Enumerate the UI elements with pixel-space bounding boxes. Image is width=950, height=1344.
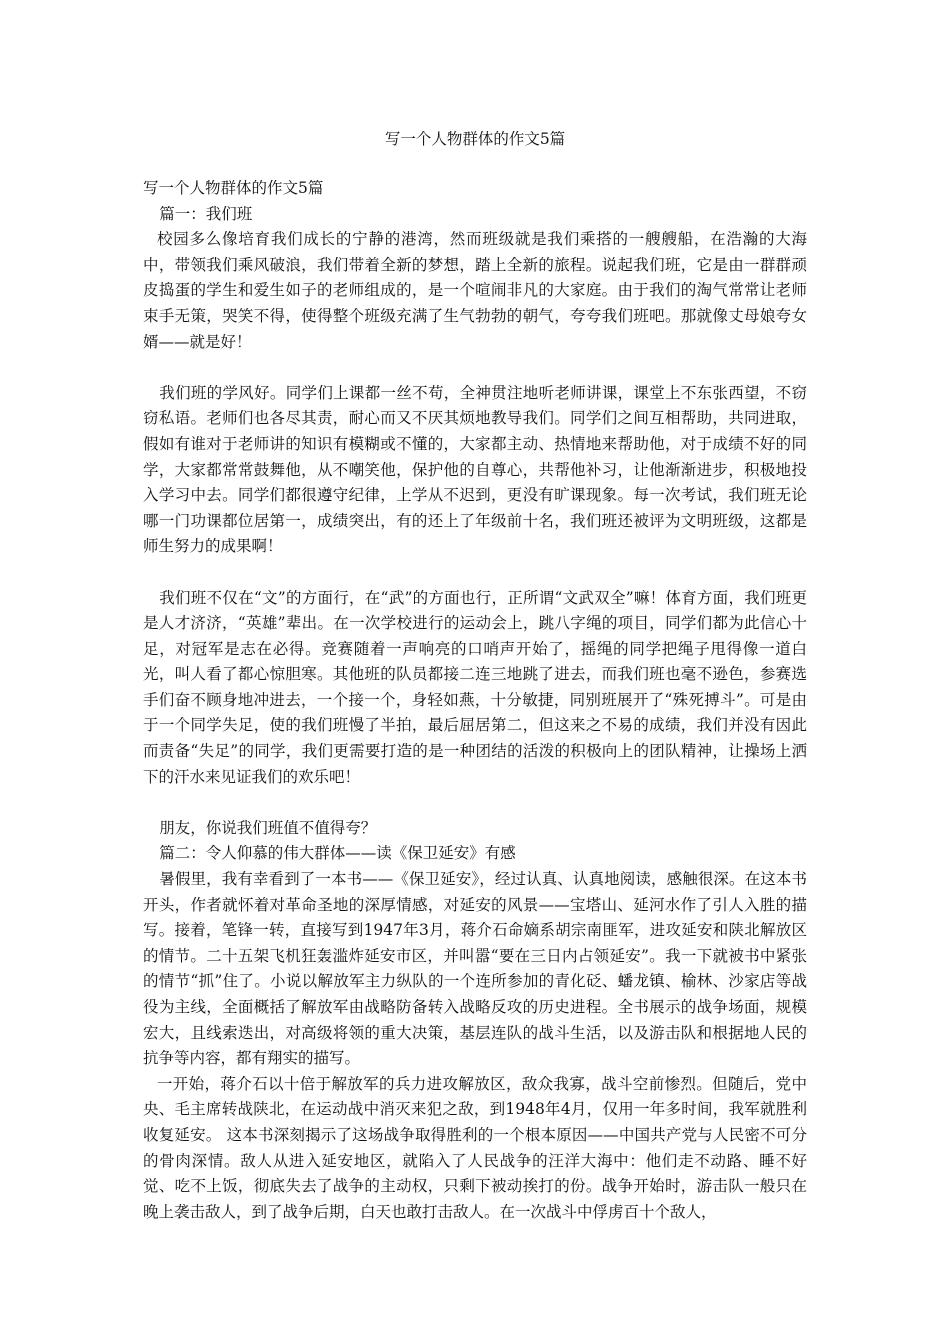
paragraph: 校园多么像培育我们成长的宁静的港湾，然而班级就是我们乘搭的一艘艘船，在浩瀚的大海中，带领我们乘风破浪，我们带着全新的梦想，踏上全新的旅程。说起我们班，它是由一群群顽皮捣蛋的学生和爱生如子的老师组成的，是一个喧闹非凡的大家庭。由于我们的淘气常常让老师束手无策，哭笑不得，使得整个班级充满了生气勃勃的朝气，夸夸我们班吧。那就像丈母娘夸女婿——就是好！ (143, 230, 807, 351)
paragraph-gap (143, 355, 807, 381)
paragraph: 暑假里，我有幸看到了一本书——《保卫延安》，经过认真、认真地阅读，感触很深。在这本书开头，作者就怀着对革命圣地的深厚情感，对延安的风景——宝塔山、延河水作了引人入胜的描写。接着，笔锋一转，直接写到1947年3月，蒋介石命嫡系胡宗南匪军，进攻延安和陕北解放区的情节。二十五架飞机狂轰滥炸延安市区，并叫嚣“要在三日内占领延安”。我一下就被书中紧张的情节“抓”住了。小说以解放军主力纵队的一个连所参加的青化砭、蟠龙镇、榆林、沙家店等战役为主线，全面概括了解放军由战略防备转入战略反攻的历史进程。全书展示的战争场面，规模宏大，且线索迭出，对高级将领的重大决策，基层连队的战斗生活，以及游击队和根据地人民的抗争等内容，都有翔实的描写。 (143, 870, 807, 1068)
section-heading-two: 篇二：令人仰慕的伟大群体——读《保卫延安》有感 (159, 844, 516, 863)
paragraph-gap (143, 560, 807, 586)
paragraph: 我们班不仅在“文”的方面行，在“武”的方面也行，正所谓“文武双全”嘛！体育方面，我们班更是人才济济，“英雄”辈出。在一次学校进行的运动会上，跳八字绳的项目，同学们都为此信心十足，对冠军是志在必得。竞赛随着一声响亮的口哨声开始了，摇绳的同学把绳子甩得像一道白光，叫人看了都心惊胆寒。其他班的队员都接二连三地跳了进去，而我们班也毫不逊色，参赛选手们奋不顾身地冲进去，一个接一个，身轻如燕，十分敏捷，同别班展开了“殊死搏斗”。可是由于一个同学失足，使的我们班慢了半拍，最后屈居第二，但这来之不易的成绩，我们并没有因此而责备“失足”的同学，我们更需要打造的是一种团结的活泼的积极向上的团队精神，让操场上洒下的汗水来见证我们的欢乐吧！ (143, 588, 807, 786)
paragraph: 我们班的学风好。同学们上课都一丝不苟，全神贯注地听老师讲课，课堂上不东张西望，不窃窃私语。老师们也各尽其责，耐心而又不厌其烦地教导我们。同学们之间互相帮助，共同进取，假如有谁对于老师讲的知识有模糊或不懂的，大家都主动、热情地来帮助他，对于成绩不好的同学，大家都常常鼓舞他，从不嘲笑他，保护他的自尊心，共帮他补习，让他渐渐进步，积极地投入学习中去。同学们都很遵守纪律，上学从不迟到，更没有旷课现象。每一次考试，我们班无论哪一门功课都位居第一，成绩突出，有的还上了年级前十名，我们班还被评为文明班级，这都是师生努力的成果啊！ (143, 383, 807, 556)
paragraph: 朋友，你说我们班值不值得夸？ (159, 818, 377, 837)
paragraph: 一开始，蒋介石以十倍于解放军的兵力进攻解放区，敌众我寡，战斗空前惨烈。但随后，党中央、毛主席转战陕北，在运动战中消灭来犯之敌，到1948年4月，仅用一年多时间，我军就胜利收复延安。 这本书深刻揭示了这场战争取得胜利的一个根本原因——中国共产党与人民密不可分的骨肉深情。敌人从进入延安地区，就陷入了人民战争的汪洋大海中：他们走不动路、睡不好觉、吃不上饭，彻底失去了战争的主动权，只剩下被动挨打的份。战争开始时，游击队一般只在晚上袭击敌人，到了战争后期，白天也敢打击敌人。在一次战斗中俘虏百十个敌人， (143, 1074, 807, 1221)
subtitle-line: 写一个人物群体的作文5篇 (143, 179, 324, 197)
document-body (143, 176, 807, 1225)
paragraph-gap (143, 790, 807, 816)
section-heading-one: 篇一：我们班 (159, 204, 253, 223)
document-title: 写一个人物群体的作文5篇 (384, 130, 566, 148)
